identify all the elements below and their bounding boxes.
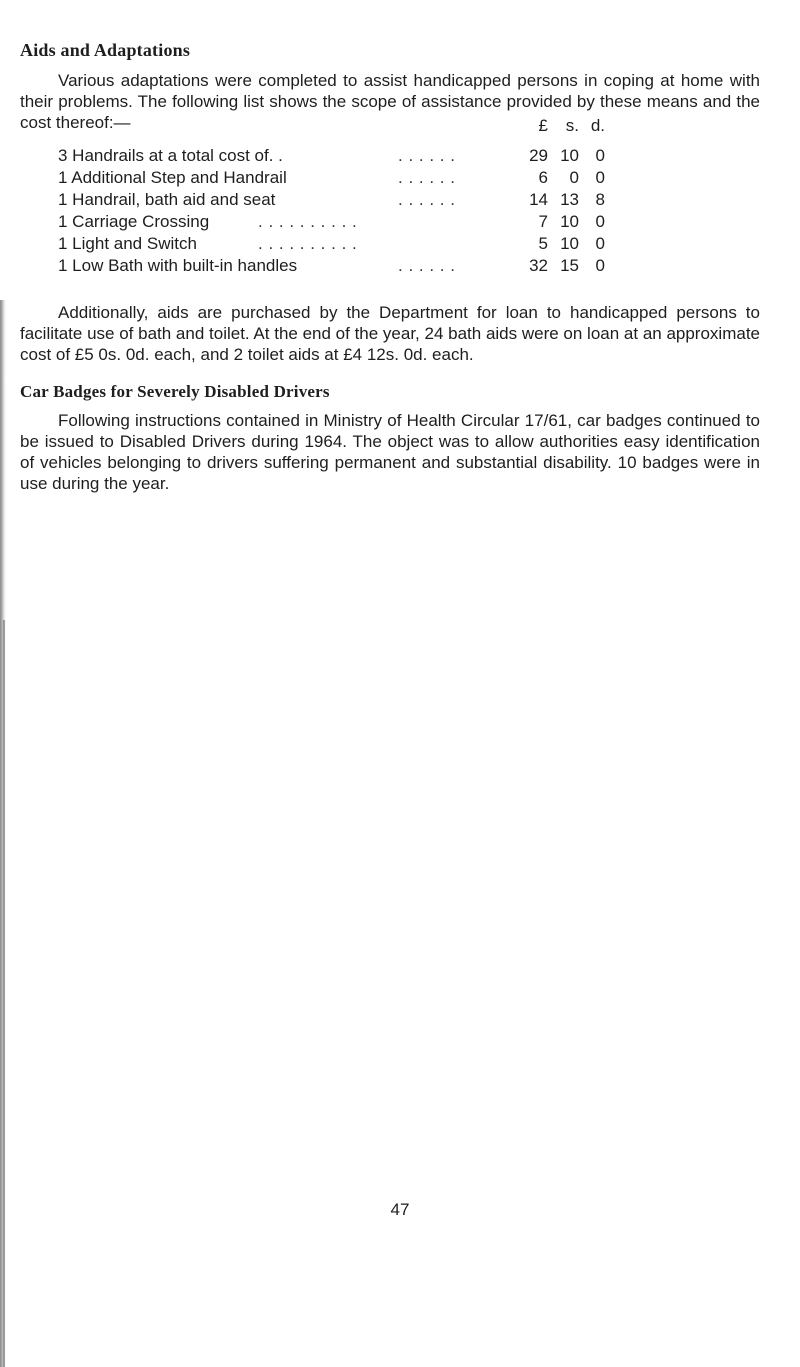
row-shillings: 10	[560, 212, 579, 231]
row-pence: 0	[595, 234, 605, 253]
row-description: 3 Handrails at a total cost of. .	[58, 146, 283, 165]
row-pence: 0	[595, 212, 605, 231]
row-pence: 0	[595, 146, 605, 165]
row-pence: 0	[595, 256, 605, 275]
header-pence: d.	[590, 116, 605, 135]
table-row	[58, 168, 698, 188]
row-shillings: 0	[569, 168, 579, 187]
row-description: 1 Carriage Crossing	[58, 212, 210, 231]
row-description: 1 Handrail, bath aid and seat	[58, 190, 276, 209]
row-pence: 8	[595, 190, 605, 209]
badges-text: Following instructions contained in Ministry of Health Circular 17/61, car badges continued to be issued to Disabled Drivers during 1964. The object was to allow authorities easy identification of vehicles belonging to drivers suffering permanent and substantial disability. 10 badges were in use during the year.	[20, 411, 760, 493]
table-header-row	[58, 116, 698, 136]
row-pence: 0	[595, 168, 605, 187]
page-edge-line	[3, 620, 5, 1367]
row-description: 1 Additional Step and Handrail	[58, 168, 287, 187]
row-pounds: 6	[538, 168, 548, 187]
row-leader-dots: . . . . . .	[398, 168, 456, 187]
row-leader-dots: . . . . . .	[398, 146, 456, 165]
row-pounds: 7	[538, 212, 548, 231]
row-pounds: 32	[529, 256, 548, 275]
section-heading-aids: Aids and Adaptations	[20, 40, 191, 60]
badges-paragraph	[20, 410, 760, 494]
row-leader-dots: . . . . . .	[398, 256, 456, 275]
row-leader-dots: . . . . . . . . . .	[258, 234, 358, 253]
row-pounds: 14	[529, 190, 548, 209]
header-shillings: s.	[565, 116, 579, 135]
row-shillings: 10	[560, 234, 579, 253]
table-row	[58, 234, 698, 254]
row-leader-dots: . . . . . . . . . .	[258, 212, 358, 231]
header-pounds: £	[538, 116, 548, 135]
table-row	[58, 190, 698, 210]
row-description: 1 Low Bath with built-in handles	[58, 256, 298, 275]
intro-text: Various adaptations were completed to assist handicapped persons in coping at home with their problems. The following list shows the scope of assistance provided by these means and the cost thereof:—	[20, 71, 760, 132]
table-row	[58, 212, 698, 232]
row-pounds: 29	[529, 146, 548, 165]
table-row	[58, 256, 698, 276]
section-heading-badges: Car Badges for Severely Disabled Drivers	[20, 382, 330, 401]
row-shillings: 15	[560, 256, 579, 275]
page-number: 47	[390, 1200, 410, 1219]
table-row	[58, 146, 698, 166]
loan-text: Additionally, aids are purchased by the Department for loan to handicapped persons to facilitate use of bath and toilet. At the end of the year, 24 bath aids were on loan at an approximate cost of £5 0s. 0d. each, and 2 toilet aids at £4 12s. 0d. each.	[20, 303, 760, 364]
row-pounds: 5	[538, 234, 548, 253]
row-shillings: 10	[560, 146, 579, 165]
loan-paragraph	[20, 302, 760, 365]
row-leader-dots: . . . . . .	[398, 190, 456, 209]
row-shillings: 13	[560, 190, 579, 209]
row-description: 1 Light and Switch	[58, 234, 197, 253]
